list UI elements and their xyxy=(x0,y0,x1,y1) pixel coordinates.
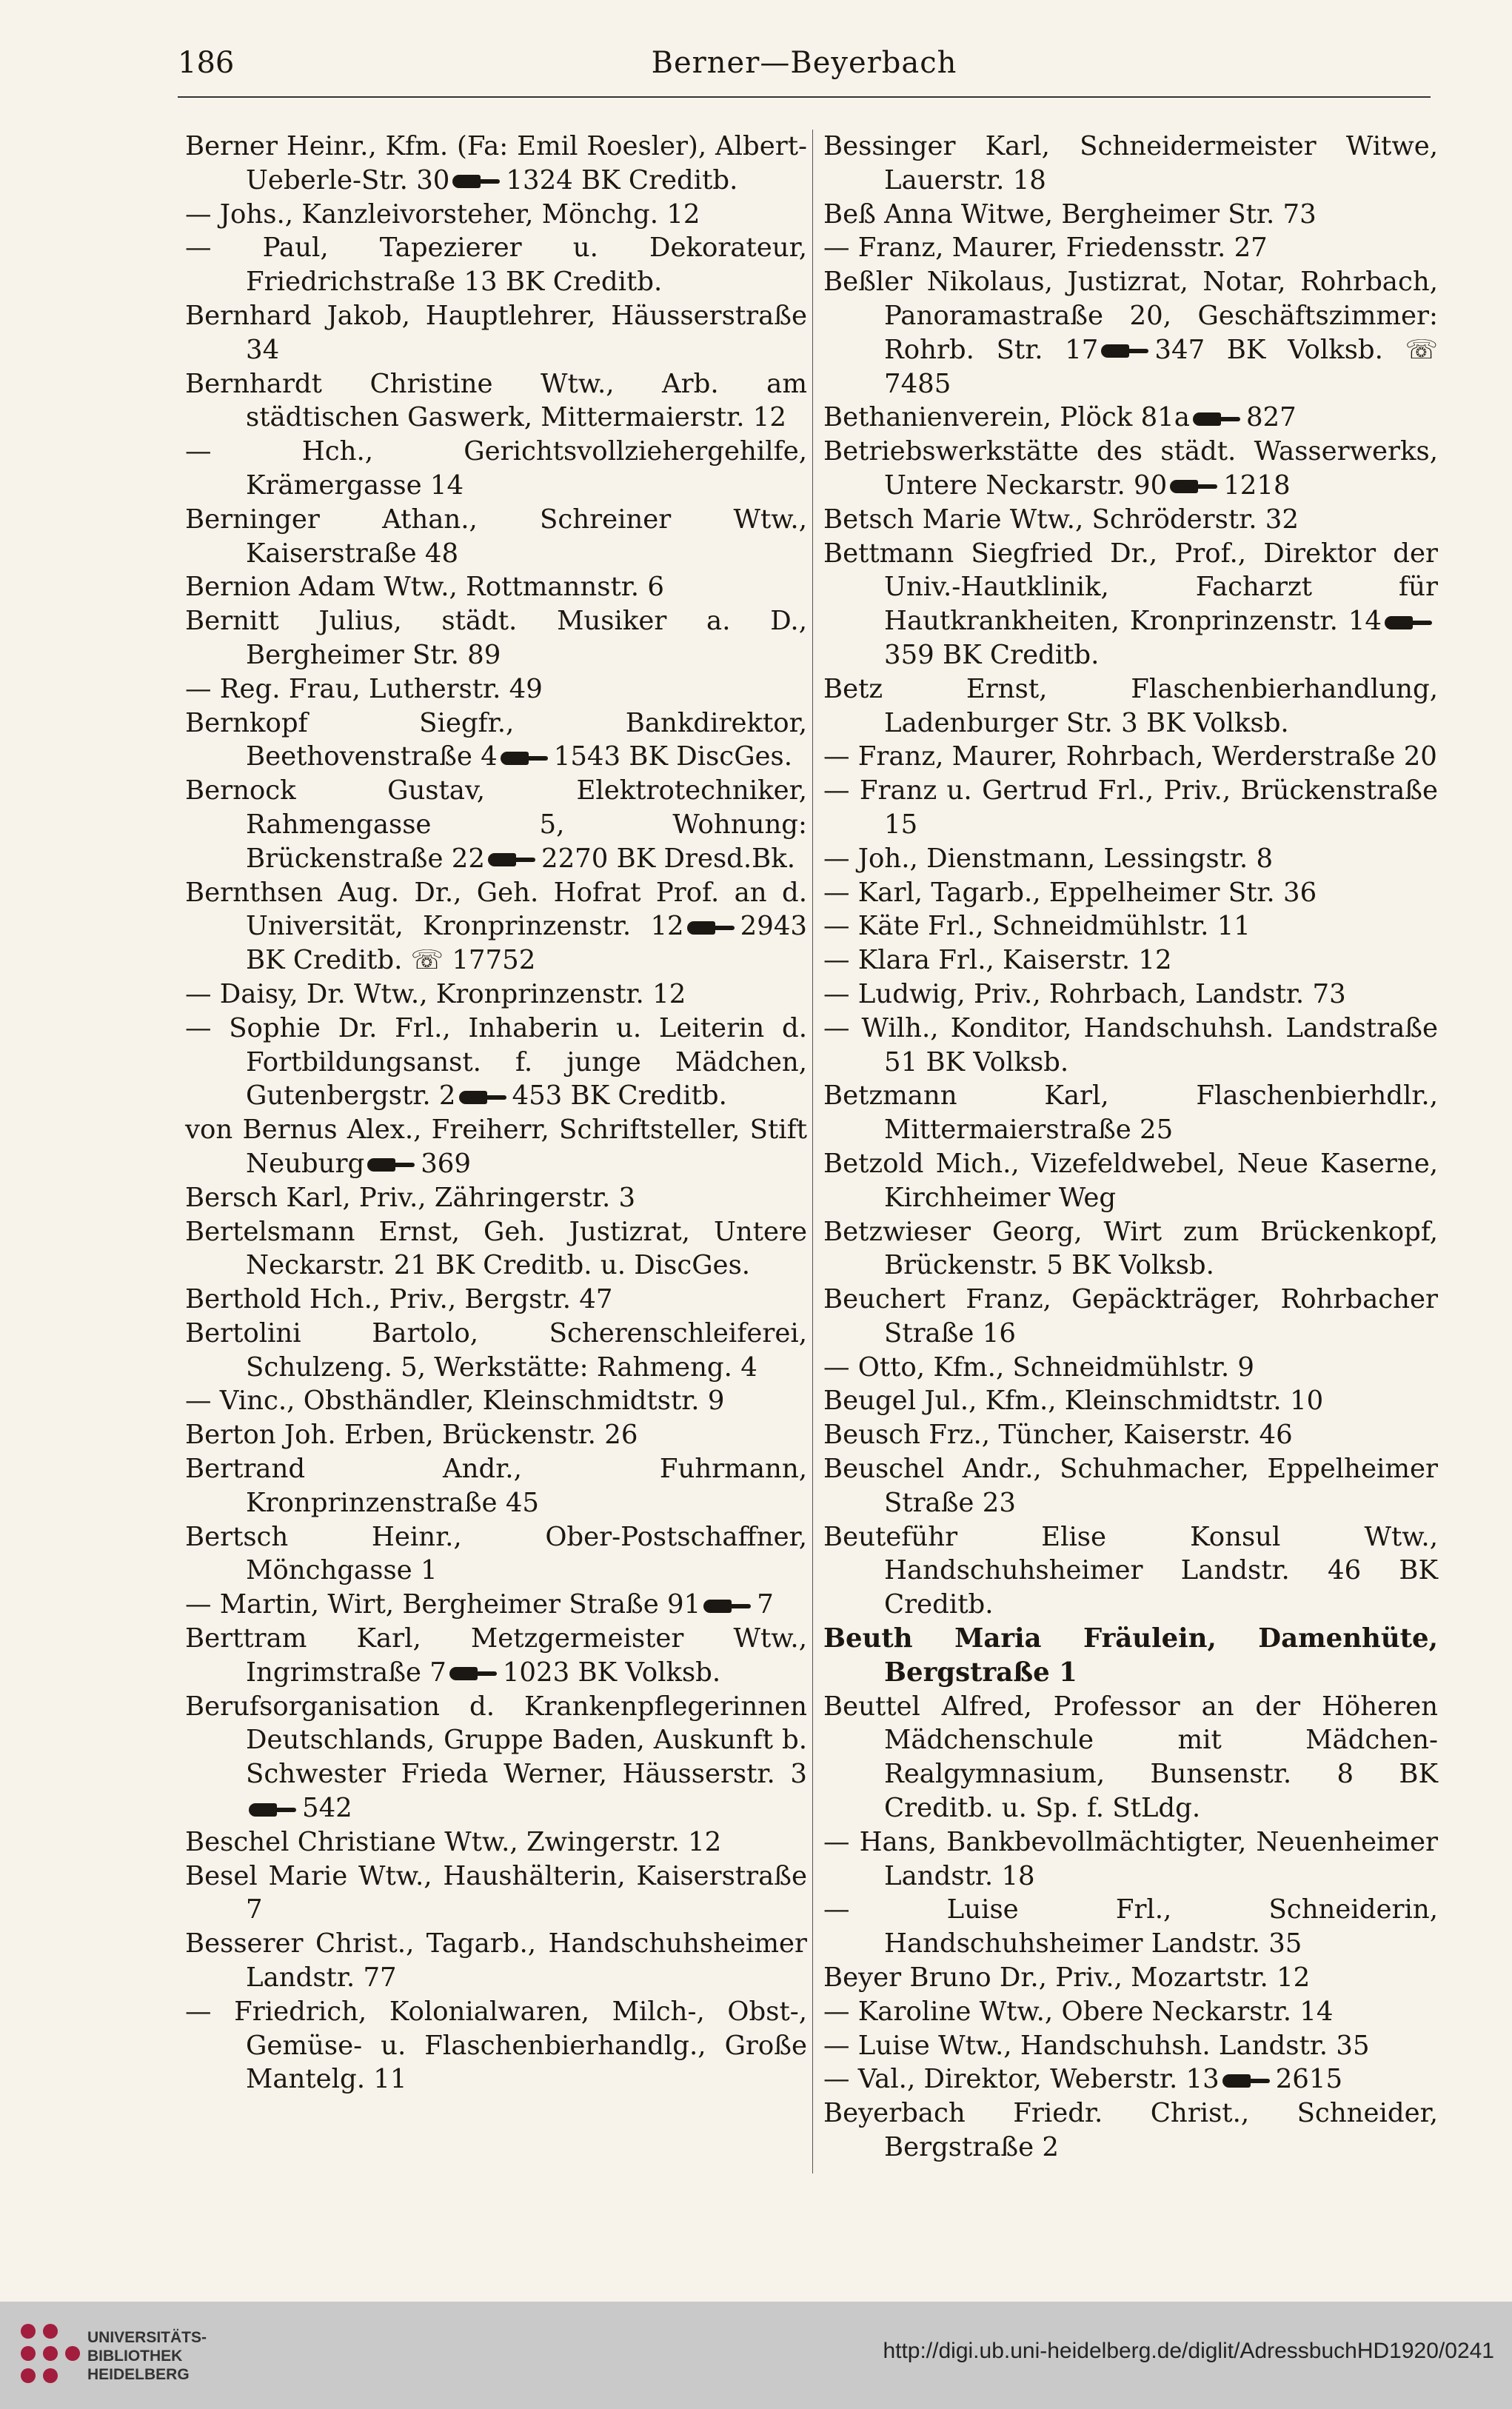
entry-text: Betz Ernst, Flaschenbierhandlung, Ladenburger Str. 3 BK Volksb. xyxy=(823,673,1438,738)
directory-entry xyxy=(185,706,807,775)
entry-text: Bernhard Jakob, Hauptlehrer, Häusserstraße 34 xyxy=(185,300,807,365)
directory-entry xyxy=(823,2062,1438,2096)
entry-text: Bernkopf Siegfr., Bankdirektor, Beethovenstraße 4 xyxy=(185,707,807,772)
entry-text: — Franz, Maurer, Rohrbach, Werderstraße 20 xyxy=(823,741,1437,772)
directory-entry xyxy=(823,1215,1438,1283)
telephone-icon xyxy=(452,173,501,190)
telephone-icon xyxy=(449,1665,498,1682)
entry-phone-text: 2943 BK Creditb. ☏ 17752 xyxy=(246,911,807,976)
entry-text: — Reg. Frau, Lutherstr. 49 xyxy=(185,673,543,704)
directory-entry xyxy=(823,435,1438,503)
library-name-line: BIBLIOTHEK xyxy=(87,2348,183,2365)
directory-entry xyxy=(823,231,1438,265)
directory-entry xyxy=(185,1215,807,1283)
directory-entry xyxy=(185,604,807,672)
running-head: Berner—Beyerbach xyxy=(651,46,957,80)
directory-entry xyxy=(185,299,807,367)
entry-phone-text: 359 BK Creditb. xyxy=(884,639,1100,670)
directory-entry xyxy=(823,876,1438,910)
entry-text: Besserer Christ., Tagarb., Handschuhsheimer Landstr. 77 xyxy=(185,1928,807,1994)
directory-entry xyxy=(823,1351,1438,1385)
directory-entry xyxy=(823,503,1438,537)
entry-phone-text: 1543 BK DiscGes. xyxy=(553,741,793,772)
entry-text: Besel Marie Wtw., Haushälterin, Kaiserstraße 7 xyxy=(185,1860,807,1925)
directory-entry xyxy=(185,570,807,604)
entry-text: Berton Joh. Erben, Brückenstr. 26 xyxy=(185,1420,638,1451)
directory-entry xyxy=(185,1995,807,2096)
entry-text: — Käte Frl., Schneidmühlstr. 11 xyxy=(823,911,1251,942)
directory-entry xyxy=(823,130,1438,198)
directory-entry xyxy=(185,231,807,299)
entry-text: — Daisy, Dr. Wtw., Kronprinzenstr. 12 xyxy=(185,978,686,1009)
entry-phone-text: 369 xyxy=(421,1148,471,1179)
header-rule xyxy=(178,96,1431,98)
directory-entry xyxy=(823,1690,1438,1825)
directory-entry xyxy=(185,1690,807,1825)
directory-entry xyxy=(185,1588,807,1622)
directory-entry xyxy=(823,1995,1438,2029)
directory-entry xyxy=(823,401,1438,435)
library-name-line: HEIDELBERG xyxy=(87,2366,190,2383)
directory-entry xyxy=(823,672,1438,741)
entry-phone-text: 1218 xyxy=(1223,470,1291,501)
directory-entry xyxy=(185,435,807,503)
library-name-line: UNIVERSITÄTS- xyxy=(87,2329,207,2346)
entry-text: Bernock Gustav, Elektrotechniker, Rahmengasse 5, Wohnung: Brückenstraße 22 xyxy=(185,775,807,874)
entry-text: — Otto, Kfm., Schneidmühlstr. 9 xyxy=(823,1351,1255,1383)
entry-text: Bersch Karl, Priv., Zähringerstr. 3 xyxy=(185,1182,636,1213)
entry-text: Bernitt Julius, städt. Musiker a. D., Bergheimer Str. 89 xyxy=(185,606,807,670)
telephone-icon xyxy=(501,750,549,766)
library-name xyxy=(87,2328,207,2384)
entry-text: — Sophie Dr. Frl., Inhaberin u. Leiterin d. Fortbildungsanst. f. junge Mädchen, Gutenbergstr. 2 xyxy=(185,1012,807,1112)
entry-text: Bertsch Heinr., Ober-Postschaffner, Mönchgasse 1 xyxy=(185,1521,807,1586)
entry-phone-text: 453 BK Creditb. xyxy=(512,1080,727,1112)
entry-text: Beuteführ Elise Konsul Wtw., Handschuhsheimer Landstr. 46 BK Creditb. xyxy=(823,1521,1438,1620)
entry-text: Betzwieser Georg, Wirt zum Brückenkopf, Brückenstr. 5 BK Volksb. xyxy=(823,1216,1438,1281)
entry-text: Bessinger Karl, Schneidermeister Witwe, Lauerstr. 18 xyxy=(823,131,1438,196)
directory-entry xyxy=(185,876,807,978)
directory-entry xyxy=(185,130,807,198)
directory-entry xyxy=(823,978,1438,1012)
library-logo-icon xyxy=(21,2324,80,2386)
entry-text: Beß Anna Witwe, Bergheimer Str. 73 xyxy=(823,198,1317,230)
footer-bar xyxy=(0,2302,1512,2409)
entry-phone-text: 347 BK Volksb. ☏ 7485 xyxy=(884,334,1438,399)
entry-text: Bertolini Bartolo, Scherenschleiferei, Schulzeng. 5, Werkstätte: Rahmeng. 4 xyxy=(185,1317,807,1383)
entry-text: — Val., Direktor, Weberstr. 13 xyxy=(823,2064,1220,2095)
entry-phone-text: 2615 xyxy=(1275,2064,1343,2095)
entry-text: Beuth Maria Fräulein, Damenhüte, Bergstraße 1 xyxy=(823,1623,1438,1688)
entry-text: Berttram Karl, Metzgermeister Wtw., Ingrimstraße 7 xyxy=(185,1623,807,1688)
directory-entry xyxy=(185,1622,807,1690)
directory-entry xyxy=(823,774,1438,842)
entry-text: Beschel Christiane Wtw., Zwingerstr. 12 xyxy=(185,1826,722,1857)
entry-text: Berninger Athan., Schreiner Wtw., Kaiserstraße 48 xyxy=(185,504,807,569)
entry-phone-text: 1324 BK Creditb. xyxy=(506,164,738,196)
page-number: 186 xyxy=(178,46,235,80)
entry-text: Beßler Nikolaus, Justizrat, Notar, Rohrbach, Panoramastraße 20, Geschäftszimmer: Rohrb. Str. 17 xyxy=(823,267,1438,365)
telephone-icon xyxy=(703,1598,752,1614)
entry-text: Berner Heinr., Kfm. (Fa: Emil Roesler), Albert-Ueberle-Str. 30 xyxy=(185,131,807,196)
directory-entry xyxy=(185,1927,807,1995)
directory-entry xyxy=(823,1893,1438,1961)
directory-entry xyxy=(185,672,807,706)
column-divider xyxy=(812,130,813,2174)
directory-entry xyxy=(823,842,1438,876)
telephone-icon xyxy=(367,1157,416,1173)
entry-phone-text: 827 xyxy=(1245,402,1297,433)
entry-text: Beyer Bruno Dr., Priv., Mozartstr. 12 xyxy=(823,1962,1311,1994)
directory-entry xyxy=(185,1012,807,1113)
entry-text: — Luise Frl., Schneiderin, Handschuhsheimer Landstr. 35 xyxy=(823,1894,1438,1959)
directory-entry xyxy=(823,1622,1438,1690)
directory-entry xyxy=(185,1452,807,1520)
directory-entry xyxy=(185,367,807,435)
entry-text: Beuchert Franz, Gepäckträger, Rohrbacher Straße 16 xyxy=(823,1284,1438,1349)
entry-text: Betsch Marie Wtw., Schröderstr. 32 xyxy=(823,504,1299,535)
entry-phone-text: 1023 BK Volksb. xyxy=(502,1657,721,1688)
entry-text: — Vinc., Obsthändler, Kleinschmidtstr. 9 xyxy=(185,1386,725,1417)
right-column xyxy=(823,130,1438,2165)
entry-text: — Hch., Gerichtsvollziehergehilfe, Krämergasse 14 xyxy=(185,436,807,501)
entry-text: Beuschel Andr., Schuhmacher, Eppelheimer Straße 23 xyxy=(823,1454,1438,1518)
entry-text: — Luise Wtw., Handschuhsh. Landstr. 35 xyxy=(823,2030,1370,2061)
directory-entry xyxy=(185,1418,807,1452)
entry-text: — Franz u. Gertrud Frl., Priv., Brückenstraße 15 xyxy=(823,775,1438,840)
directory-entry xyxy=(823,1012,1438,1080)
entry-text: Beusch Frz., Tüncher, Kaiserstr. 46 xyxy=(823,1420,1293,1451)
directory-entry xyxy=(823,265,1438,401)
entry-text: von Bernus Alex., Freiherr, Schriftsteller, Stift Neuburg xyxy=(185,1115,807,1179)
left-column xyxy=(185,130,807,2096)
directory-entry xyxy=(185,503,807,571)
entry-text: Berthold Hch., Priv., Bergstr. 47 xyxy=(185,1284,613,1315)
entry-text: — Karl, Tagarb., Eppelheimer Str. 36 xyxy=(823,877,1317,908)
directory-entry xyxy=(185,774,807,875)
telephone-icon xyxy=(1193,411,1242,427)
directory-entry xyxy=(185,978,807,1012)
directory-entry xyxy=(185,1283,807,1317)
entry-text: Bernion Adam Wtw., Rottmannstr. 6 xyxy=(185,572,664,603)
directory-entry xyxy=(823,1147,1438,1215)
entry-text: — Friedrich, Kolonialwaren, Milch-, Obst-, Gemüse- u. Flaschenbierhandlg., Große Mantelg. 11 xyxy=(185,1996,807,2095)
entry-text: — Joh., Dienstmann, Lessingstr. 8 xyxy=(823,843,1274,874)
entry-text: Betzold Mich., Vizefeldwebel, Neue Kaserne, Kirchheimer Weg xyxy=(823,1148,1438,1213)
entry-text: Betriebswerkstätte des städt. Wasserwerks, Untere Neckarstr. 90 xyxy=(823,436,1438,501)
telephone-icon xyxy=(1385,615,1434,631)
directory-entry xyxy=(823,1079,1438,1147)
directory-entry xyxy=(823,909,1438,943)
entry-text: — Paul, Tapezierer u. Dekorateur, Friedrichstraße 13 BK Creditb. xyxy=(185,233,807,298)
directory-entry xyxy=(823,1520,1438,1622)
directory-entry xyxy=(823,1452,1438,1520)
entry-text: — Klara Frl., Kaiserstr. 12 xyxy=(823,945,1172,976)
directory-entry xyxy=(185,1825,807,1860)
telephone-icon xyxy=(1170,478,1219,495)
directory-entry xyxy=(823,1418,1438,1452)
entry-text: Berufsorganisation d. Krankenpflegerinnen Deutschlands, Gruppe Baden, Auskunft b. Schwester Frieda Werner, Häusserstr. 3 xyxy=(185,1691,807,1790)
telephone-icon xyxy=(249,1802,298,1818)
entry-text: Bernhardt Christine Wtw., Arb. am städtischen Gaswerk, Mittermaierstr. 12 xyxy=(185,368,807,433)
entry-text: — Hans, Bankbevollmächtigter, Neuenheimer Landstr. 18 xyxy=(823,1826,1438,1891)
directory-entry xyxy=(823,943,1438,978)
entry-text: Bettmann Siegfried Dr., Prof., Direktor der Univ.-Hautklinik, Facharzt für Hautkrankheiten, Kronprinzenstr. 14 xyxy=(823,538,1438,637)
directory-entry xyxy=(185,1860,807,1928)
telephone-icon xyxy=(488,852,537,868)
entry-text: Betzmann Karl, Flaschenbierhdlr., Mittermaierstraße 25 xyxy=(823,1080,1438,1146)
directory-entry xyxy=(185,1113,807,1181)
telephone-icon xyxy=(1222,2073,1271,2089)
directory-entry xyxy=(823,1283,1438,1351)
directory-entry xyxy=(185,1384,807,1418)
directory-entry xyxy=(823,1961,1438,1995)
directory-entry xyxy=(823,2029,1438,2063)
directory-entry xyxy=(823,537,1438,672)
entry-text: — Ludwig, Priv., Rohrbach, Landstr. 73 xyxy=(823,978,1346,1009)
entry-text: Beyerbach Friedr. Christ., Schneider, Bergstraße 2 xyxy=(823,2098,1438,2163)
directory-entry xyxy=(823,198,1438,232)
entry-text: — Martin, Wirt, Bergheimer Straße 91 xyxy=(185,1589,701,1620)
entry-text: — Franz, Maurer, Friedensstr. 27 xyxy=(823,233,1268,264)
telephone-icon xyxy=(1101,343,1150,359)
telephone-icon xyxy=(459,1089,508,1106)
directory-entry xyxy=(185,1317,807,1385)
entry-phone-text: 2270 BK Dresd.Bk. xyxy=(541,843,796,874)
directory-entry xyxy=(823,1384,1438,1418)
directory-entry xyxy=(185,1520,807,1588)
entry-text: Bernthsen Aug. Dr., Geh. Hofrat Prof. an d. Universität, Kronprinzenstr. 12 xyxy=(185,877,807,942)
entry-phone-text: 7 xyxy=(757,1589,774,1620)
entry-phone-text: 542 xyxy=(302,1793,352,1824)
entry-text: — Johs., Kanzleivorsteher, Mönchg. 12 xyxy=(185,198,700,230)
telephone-icon xyxy=(687,920,736,936)
directory-entry xyxy=(823,740,1438,774)
directory-entry xyxy=(823,2096,1438,2165)
page-header xyxy=(178,46,1431,98)
directory-entry xyxy=(185,198,807,232)
entry-text: Bertelsmann Ernst, Geh. Justizrat, Untere Neckarstr. 21 BK Creditb. u. DiscGes. xyxy=(185,1216,807,1281)
entry-text: Beuttel Alfred, Professor an der Höheren Mädchenschule mit Mädchen-Realgymnasium, Bunsenstr. 8 BK Creditb. u. Sp. f. StLdg. xyxy=(823,1691,1438,1824)
source-url-link[interactable]: http://digi.ub.uni-heidelberg.de/diglit/AdressbuchHD1920/0241 xyxy=(883,2339,1494,2363)
entry-text: Beugel Jul., Kfm., Kleinschmidtstr. 10 xyxy=(823,1386,1324,1417)
entry-text: Bethanienverein, Plöck 81a xyxy=(823,402,1190,433)
directory-entry xyxy=(823,1825,1438,1894)
entry-text: Bertrand Andr., Fuhrmann, Kronprinzenstraße 45 xyxy=(185,1454,807,1518)
entry-text: — Wilh., Konditor, Handschuhsh. Landstraße 51 BK Volksb. xyxy=(823,1012,1438,1077)
directory-entry xyxy=(185,1181,807,1215)
entry-text: — Karoline Wtw., Obere Neckarstr. 14 xyxy=(823,1996,1334,2027)
